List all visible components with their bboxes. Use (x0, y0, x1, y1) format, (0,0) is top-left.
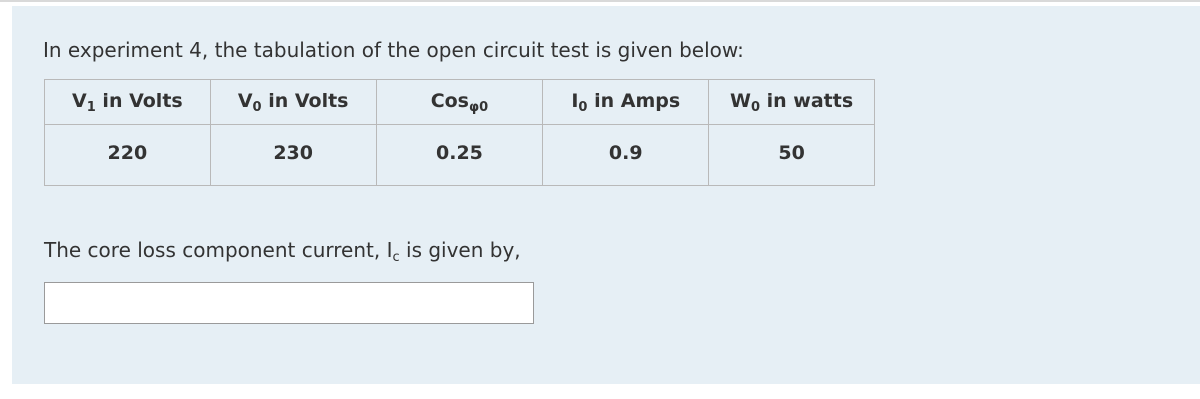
table-row (45, 125, 875, 186)
header-w0-watts: $W_0$ in watts (709, 80, 875, 125)
cell-v1-value: 220 (45, 125, 211, 186)
header-i0-amps: $I_0$ in Amps (543, 80, 709, 125)
open-circuit-test-table (44, 79, 875, 186)
cell-v0-value: 230 (210, 125, 376, 186)
question-intro: In experiment 4, the tabulation of the open circuit test is given below: (43, 38, 744, 62)
table-header-row (45, 80, 875, 125)
header-v0-volts: $V_0$ in Volts (210, 80, 376, 125)
header-cos-phi0: Cos$_{\varphi 0}$ (376, 80, 543, 125)
question-panel (12, 6, 1200, 384)
cell-i0-value: 0.9 (543, 125, 709, 186)
answer-input[interactable] (44, 282, 534, 324)
cell-cos-phi0-value: 0.25 (376, 125, 543, 186)
question-prompt: The core loss component current, $I_c$ is given by, (44, 238, 521, 265)
cell-w0-value: 50 (709, 125, 875, 186)
header-v1-volts: $V_1$ in Volts (45, 80, 211, 125)
top-divider (0, 0, 1200, 2)
